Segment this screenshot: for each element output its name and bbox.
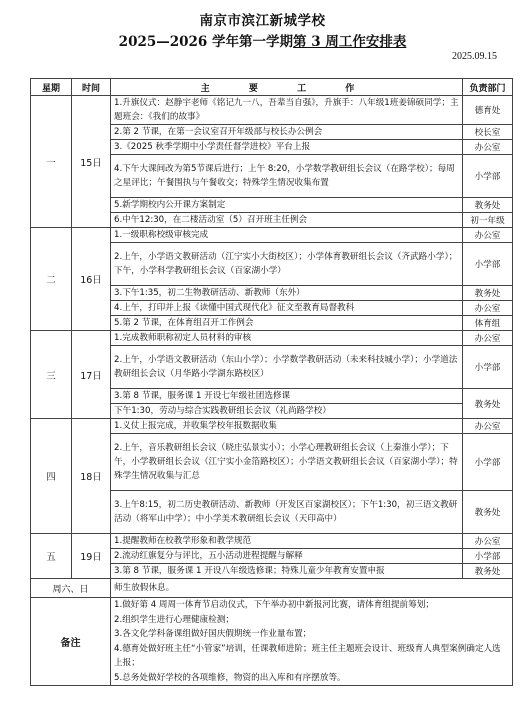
weekday-cell: 五 xyxy=(31,534,72,579)
weekend-row xyxy=(31,579,513,598)
dept-cell: 办公室 xyxy=(463,301,513,316)
document-title xyxy=(0,30,525,50)
dept-cell: 小学部 xyxy=(463,243,513,286)
dept-cell: 德育处 xyxy=(463,96,513,125)
work-header: 主 要 工 作 xyxy=(111,79,463,96)
dept-header: 负责部门 xyxy=(463,79,513,96)
date-cell: 18日 xyxy=(72,419,111,534)
dept-cell: 办公室 xyxy=(463,331,513,346)
work-item: 4.下午大课间改为第5节课后进行；上午 8:20，小学数学教研组长会议（在路学校）；每周之星评比；午餐围执与午餐收交；特殊学生情况收集布置 xyxy=(111,155,463,198)
table-row xyxy=(31,331,513,346)
table-row xyxy=(31,534,513,549)
title-suffix: 工作安排表 xyxy=(338,34,407,50)
table-row xyxy=(31,96,513,125)
notes-content xyxy=(111,598,513,686)
time-header: 时间 xyxy=(72,79,111,96)
dept-cell: 小学部 xyxy=(463,549,513,564)
notes-row xyxy=(31,598,513,686)
document-date: 2025.09.15 xyxy=(452,51,497,62)
work-item: 2.上午，小学语文教研活动（东山小学）；小学数学教研活动（未来科技城小学）；小学道法教研组长会议（月华路小学湖东路校区） xyxy=(111,346,463,389)
work-item: 下午1:30，劳动与综合实践教研组长会议（礼尚路学校） xyxy=(111,404,463,419)
table-row xyxy=(31,228,513,243)
dept-cell: 教务处 xyxy=(463,286,513,301)
work-item: 5.新学期校内公开课方案制定 xyxy=(111,198,463,213)
work-item: 2.流动红旗复分与评比，五小活动进程提醒与解释 xyxy=(111,549,463,564)
school-name: 南京市滨江新城学校 xyxy=(199,13,326,29)
work-item: 1.提醒教师在校教学形象和教学规范 xyxy=(111,534,463,549)
dept-cell: 校长室 xyxy=(463,125,513,140)
work-item: 1.完成教师职称初定人员材料的审核 xyxy=(111,331,463,346)
work-item: 5.第 2 节课，在体育组召开工作例会 xyxy=(111,316,463,331)
work-item: 3.第 8 节课，服务课 1 开设七年级社团选修课 xyxy=(111,389,463,404)
note-line: 5.总务处做好学校的各项维修，物资的出入库和有序摆放等。 xyxy=(114,672,346,683)
header-row xyxy=(31,79,513,96)
table-row xyxy=(31,419,513,434)
date-cell: 15日 xyxy=(72,96,111,228)
dept-cell: 办公室 xyxy=(463,419,513,434)
dept-cell: 教务处 xyxy=(463,491,513,534)
date-cell: 19日 xyxy=(72,534,111,579)
work-item: 6.中午12:30，在二楼活动室（5）召开班主任例会 xyxy=(111,213,463,228)
work-item: 1.升旗仪式：赵静宇老师《铭记九一八，吾辈当自强》，升旗手：八年级1班姜锦硕同学；主题班会：《我们的故事》 xyxy=(111,96,463,125)
work-item: 1.义仗上报完成，并收集学校年报数据收集 xyxy=(111,419,463,434)
date-cell: 16日 xyxy=(72,228,111,331)
dept-cell: 办公室 xyxy=(463,228,513,243)
work-item: 2.第 2 节课，在第一会议室召开年级部与校长办公例会 xyxy=(111,125,463,140)
dept-cell: 小学部 xyxy=(463,434,513,491)
work-item: 2.上午，小学语文教研活动（江宁实小大街校区）；小学体育教研组长会议（齐武路小学）；下午，小学科学教研组长会议（百家湖小学） xyxy=(111,243,463,286)
dept-cell: 小学部 xyxy=(463,346,513,389)
work-item: 4.上午，打印并上报《读懂中国式现代化》征文至教育局督教科 xyxy=(111,301,463,316)
weekend-label: 周六、日 xyxy=(31,579,111,598)
work-item: 3.第 8 节课，服务课 1 开设八年级选修课；特殊儿童少年教育安置申报 xyxy=(111,564,463,579)
work-item: 3.上午8:15，初二历史教研活动、新教师（开发区百家湖校区）；下午1:30，初三语文教研活动（将军山中学）；中小学美术教研组长会议（天印高中） xyxy=(111,491,463,534)
weekday-header: 星期 xyxy=(31,79,72,96)
dept-cell: 初一年级 xyxy=(463,213,513,228)
dept-cell: 办公室 xyxy=(463,534,513,549)
note-line: 2.组织学生进行心理健康检测； xyxy=(114,614,234,625)
note-line: 4.德育处做好班主任“小管家”培训，任课教师进阶；班主任主题班会设计、班级育人典型案例确定人选上报； xyxy=(114,643,501,668)
dept-cell: 教务处 xyxy=(463,389,513,419)
note-line: 3.各文化学科备课组做好国庆假期统一作业量布置； xyxy=(114,629,312,639)
weekday-cell: 一 xyxy=(31,96,72,228)
note-line: 1.做好第 4 周周一体育节启动仪式，下午举办初中新报河比赛，请体育组提前筹划； xyxy=(114,600,434,610)
work-item: 3.下午1:35，初二生物教研活动、新教师（东外） xyxy=(111,286,463,301)
work-item: 1.一级职称校级审核完成 xyxy=(111,228,463,243)
dept-cell: 教务处 xyxy=(463,198,513,213)
title-week: 第 3 周 xyxy=(293,34,339,50)
schedule-table xyxy=(30,78,513,686)
notes-label: 备注 xyxy=(31,598,111,686)
date-cell: 17日 xyxy=(72,331,111,419)
dept-cell: 教务处 xyxy=(463,564,513,579)
work-item: 3.《2025 秋季学期中小学责任督学进校》平台上报 xyxy=(111,140,463,155)
dept-cell: 小学部 xyxy=(463,155,513,198)
weekday-cell: 二 xyxy=(31,228,72,331)
work-item: 2.上午，音乐教研组长会议（晓庄弘景实小）；小学心理教研组长会议（上秦淮小学）；下午，小学教研组长会议（江宁实小金箔路校区）；小学语文教研组长会议（百家湖小学）；特殊学生情况收集与汇总 xyxy=(111,434,463,491)
weekday-cell: 四 xyxy=(31,419,72,534)
dept-cell: 体育组 xyxy=(463,316,513,331)
dept-cell: 办公室 xyxy=(463,140,513,155)
title-prefix: 2025—2026 学年第一学期 xyxy=(118,34,294,50)
weekday-cell: 三 xyxy=(31,331,72,419)
weekend-text: 师生放假休息。 xyxy=(111,579,513,598)
